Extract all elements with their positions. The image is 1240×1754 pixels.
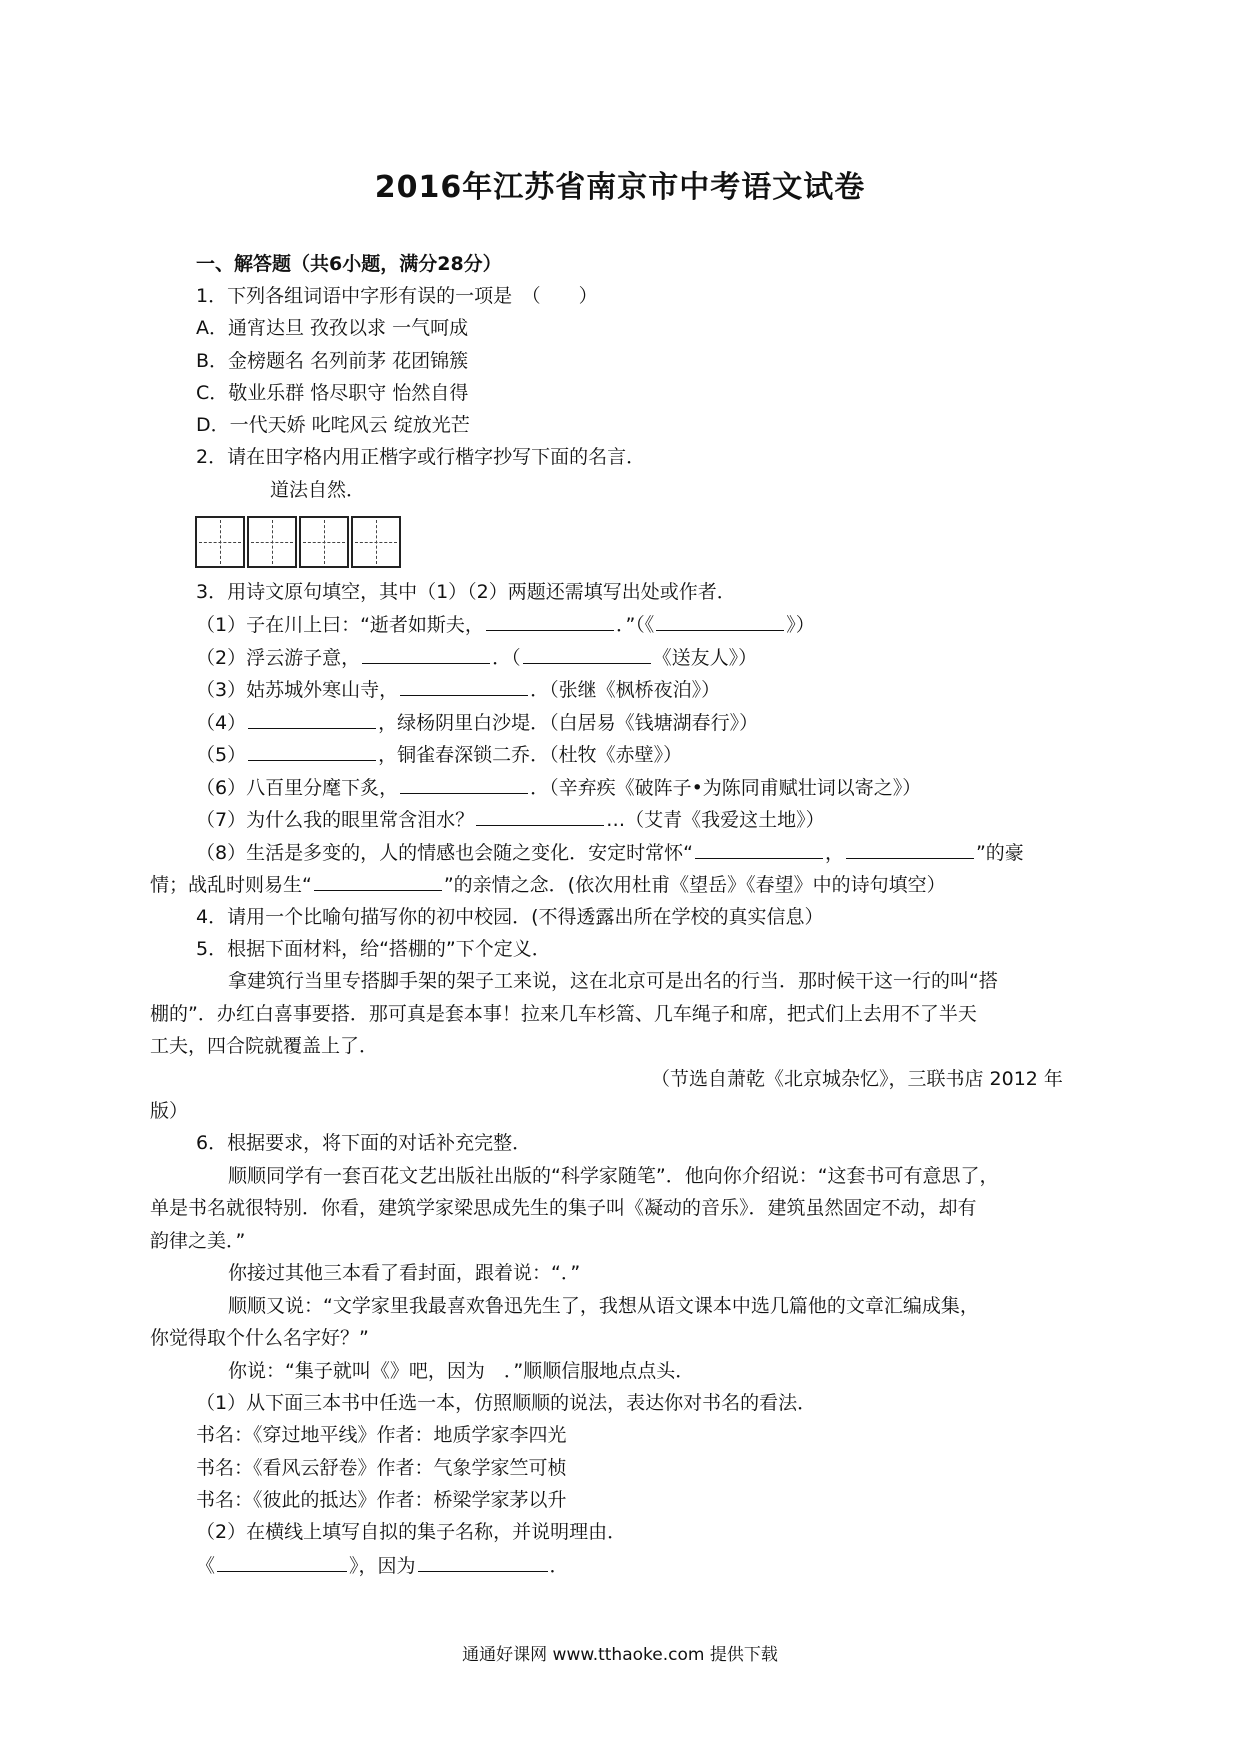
page-footer: 通通好课网 www.tthaoke.com 提供下载 xyxy=(462,1645,778,1665)
grid-cell[interactable] xyxy=(299,516,349,568)
blank[interactable] xyxy=(362,645,490,664)
grid-cell[interactable] xyxy=(351,516,401,568)
q6-paragraph-5: 顺顺又说：“文学家里我最喜欢鲁迅先生了，我想从语文课本中选几篇他的文章汇编成集， xyxy=(228,1295,979,1317)
blank[interactable] xyxy=(217,1553,347,1572)
q6-paragraph-1: 顺顺同学有一套百花文艺出版社出版的“科学家随笔”．他向你介绍说：“这套书可有意思了， xyxy=(228,1165,999,1187)
blank[interactable] xyxy=(476,807,604,826)
q5-stem: 5．根据下面材料，给“搭棚的”下个定义． xyxy=(196,938,551,960)
q5-paragraph-3: 工夫，四合院就覆盖上了． xyxy=(150,1035,379,1057)
blank[interactable] xyxy=(248,710,376,729)
q6-paragraph-3: 韵律之美．” xyxy=(150,1230,246,1252)
q5-source-cont: 版） xyxy=(150,1100,189,1122)
q6-book-1: 书名：《穿过地平线》作者：地质学家李四光 xyxy=(196,1424,567,1446)
section-heading: 一、解答题（共6小题，满分28分） xyxy=(196,253,502,275)
q1-option-a: A．通宵达旦 孜孜以求 一气呵成 xyxy=(196,317,469,339)
q1-option-b: B．金榜题名 名列前茅 花团锦簇 xyxy=(196,350,469,372)
blank[interactable] xyxy=(248,742,376,761)
q3-item-6: （6）八百里分麾下炙， ．（辛弃疾《破阵子•为陈同甫赋壮词以寄之》） xyxy=(196,777,922,799)
q2-stem: 2．请在田字格内用正楷字或行楷字抄写下面的名言． xyxy=(196,446,646,468)
q1-option-d: D．一代天娇 叱咤风云 绽放光芒 xyxy=(196,414,470,436)
blank[interactable] xyxy=(656,612,784,631)
q6-fill-line: 《 》，因为 ． xyxy=(196,1555,569,1577)
blank[interactable] xyxy=(486,612,614,631)
grid-cell[interactable] xyxy=(247,516,297,568)
blank[interactable] xyxy=(418,1553,548,1572)
blank[interactable] xyxy=(523,645,651,664)
blank[interactable] xyxy=(314,872,442,891)
q1-option-c: C．敬业乐群 恪尽职守 怡然自得 xyxy=(196,382,469,404)
q3-item-3: （3）姑苏城外寒山寺， ．（张继《枫桥夜泊》） xyxy=(196,679,721,701)
grid-cell[interactable] xyxy=(195,516,245,568)
q5-source: （节选自萧乾《北京城杂忆》，三联书店 2012 年 xyxy=(651,1068,1063,1090)
q5-paragraph-2: 棚的”．办红白喜事要搭．那可真是套本事！拉来几车杉篙、几车绳子和席，把式们上去用不了半天 xyxy=(150,1003,977,1025)
q3-item-5: （5） ，铜雀春深锁二乔．（杜牧《赤壁》） xyxy=(196,744,683,766)
q1-stem: 1．下列各组词语中字形有误的一项是 （ ） xyxy=(196,285,598,307)
blank[interactable] xyxy=(400,677,528,696)
q6-subquestion-1: （1）从下面三本书中任选一本，仿照顺顺的说法，表达你对书名的看法． xyxy=(196,1392,817,1414)
blank[interactable] xyxy=(695,840,823,859)
q5-paragraph-1: 拿建筑行当里专搭脚手架的架子工来说，这在北京可是出名的行当．那时候干这一行的叫“搭 xyxy=(228,970,998,992)
q6-paragraph-6: 你觉得取个什么名字好？” xyxy=(150,1327,369,1349)
q3-item-8: （8）生活是多变的，人的情感也会随之变化．安定时常怀“ ， ”的豪 xyxy=(196,842,1024,864)
q2-quote: 道法自然． xyxy=(270,479,366,501)
q3-item-1: （1）子在川上曰：“逝者如斯夫， ．”（《 》） xyxy=(196,614,815,636)
q6-book-2: 书名：《看风云舒卷》作者：气象学家竺可桢 xyxy=(196,1457,567,1479)
q3-stem: 3．用诗文原句填空，其中（1）（2）两题还需填写出处或作者． xyxy=(196,581,736,603)
q6-paragraph-2: 单是书名就很特别．你看，建筑学家梁思成先生的集子叫《凝动的音乐》．建筑虽然固定不动，却有 xyxy=(150,1197,977,1219)
q3-item-8-cont: 情；战乱时则易生“ ”的亲情之念．(依次用杜甫《望岳》《春望》中的诗句填空） xyxy=(150,874,946,896)
blank[interactable] xyxy=(846,840,974,859)
writing-grid[interactable] xyxy=(195,516,403,568)
q3-item-7: （7）为什么我的眼里常含泪水？ …（艾青《我爱这土地》） xyxy=(196,809,825,831)
q6-book-3: 书名：《彼此的抵达》作者：桥梁学家茅以升 xyxy=(196,1489,567,1511)
blank[interactable] xyxy=(400,775,528,794)
q6-subquestion-2: （2）在横线上填写自拟的集子名称，并说明理由． xyxy=(196,1521,627,1543)
q6-paragraph-4: 你接过其他三本看了看封面，跟着说：“．” xyxy=(228,1262,581,1284)
q4-stem: 4．请用一个比喻句描写你的初中校园．(不得透露出所在学校的真实信息） xyxy=(196,906,824,928)
q3-item-4: （4） ，绿杨阴里白沙堤．（白居易《钱塘湖春行》） xyxy=(196,712,759,734)
q3-item-2: （2）浮云游子意， ．（ 《送友人》） xyxy=(196,647,758,669)
q6-stem: 6．根据要求，将下面的对话补充完整． xyxy=(196,1132,532,1154)
page-title: 2016年江苏省南京市中考语文试卷 xyxy=(374,170,866,205)
q6-paragraph-7: 你说：“集子就叫《》吧，因为 ．”顺顺信服地点点头． xyxy=(228,1360,695,1382)
